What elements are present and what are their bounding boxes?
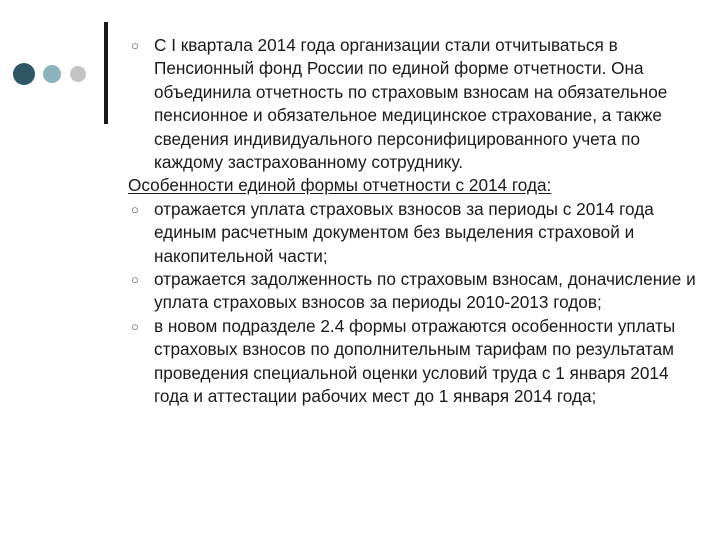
bullet-item <box>0 198 720 268</box>
slide-content <box>0 34 720 409</box>
hollow-circle-icon: ○ <box>131 201 139 217</box>
bullet-text: отражается задолженность по страховым взносам, доначисление и уплата страховых взносов за периоды 2010-2013 годов; <box>154 269 696 313</box>
bullet-text: в новом подразделе 2.4 формы отражаются особенности уплаты страховых взносов по дополнительным тарифам по результатам проведения специальной оценки условий труда с 1 января 2014 года и аттестации рабочих мест до 1 января 2014 года; <box>154 315 676 407</box>
hollow-circle-icon: ○ <box>131 318 139 334</box>
section-heading: Особенности единой формы отчетности с 2014 года: <box>128 175 552 196</box>
hollow-circle-icon: ○ <box>131 38 139 53</box>
hollow-circle-icon: ○ <box>131 272 139 288</box>
bullet-item <box>0 34 720 174</box>
bullet-text: С I квартала 2014 года организации стали отчитываться в Пенсионный фонд России по единой форме отчетности. Она объединила отчетность по страховым взносам на обязательное пенсионное и обязательное медицинское страхование, а также сведения индивидуального персонифицированного учета по каждому застрахованному сотруднику. <box>154 35 668 173</box>
bullet-item <box>0 268 720 315</box>
bullet-item <box>0 315 720 409</box>
bullet-text: отражается уплата страховых взносов за периоды с 2014 года единым расчетным документом без выделения страховой и накопительной части; <box>154 198 654 266</box>
